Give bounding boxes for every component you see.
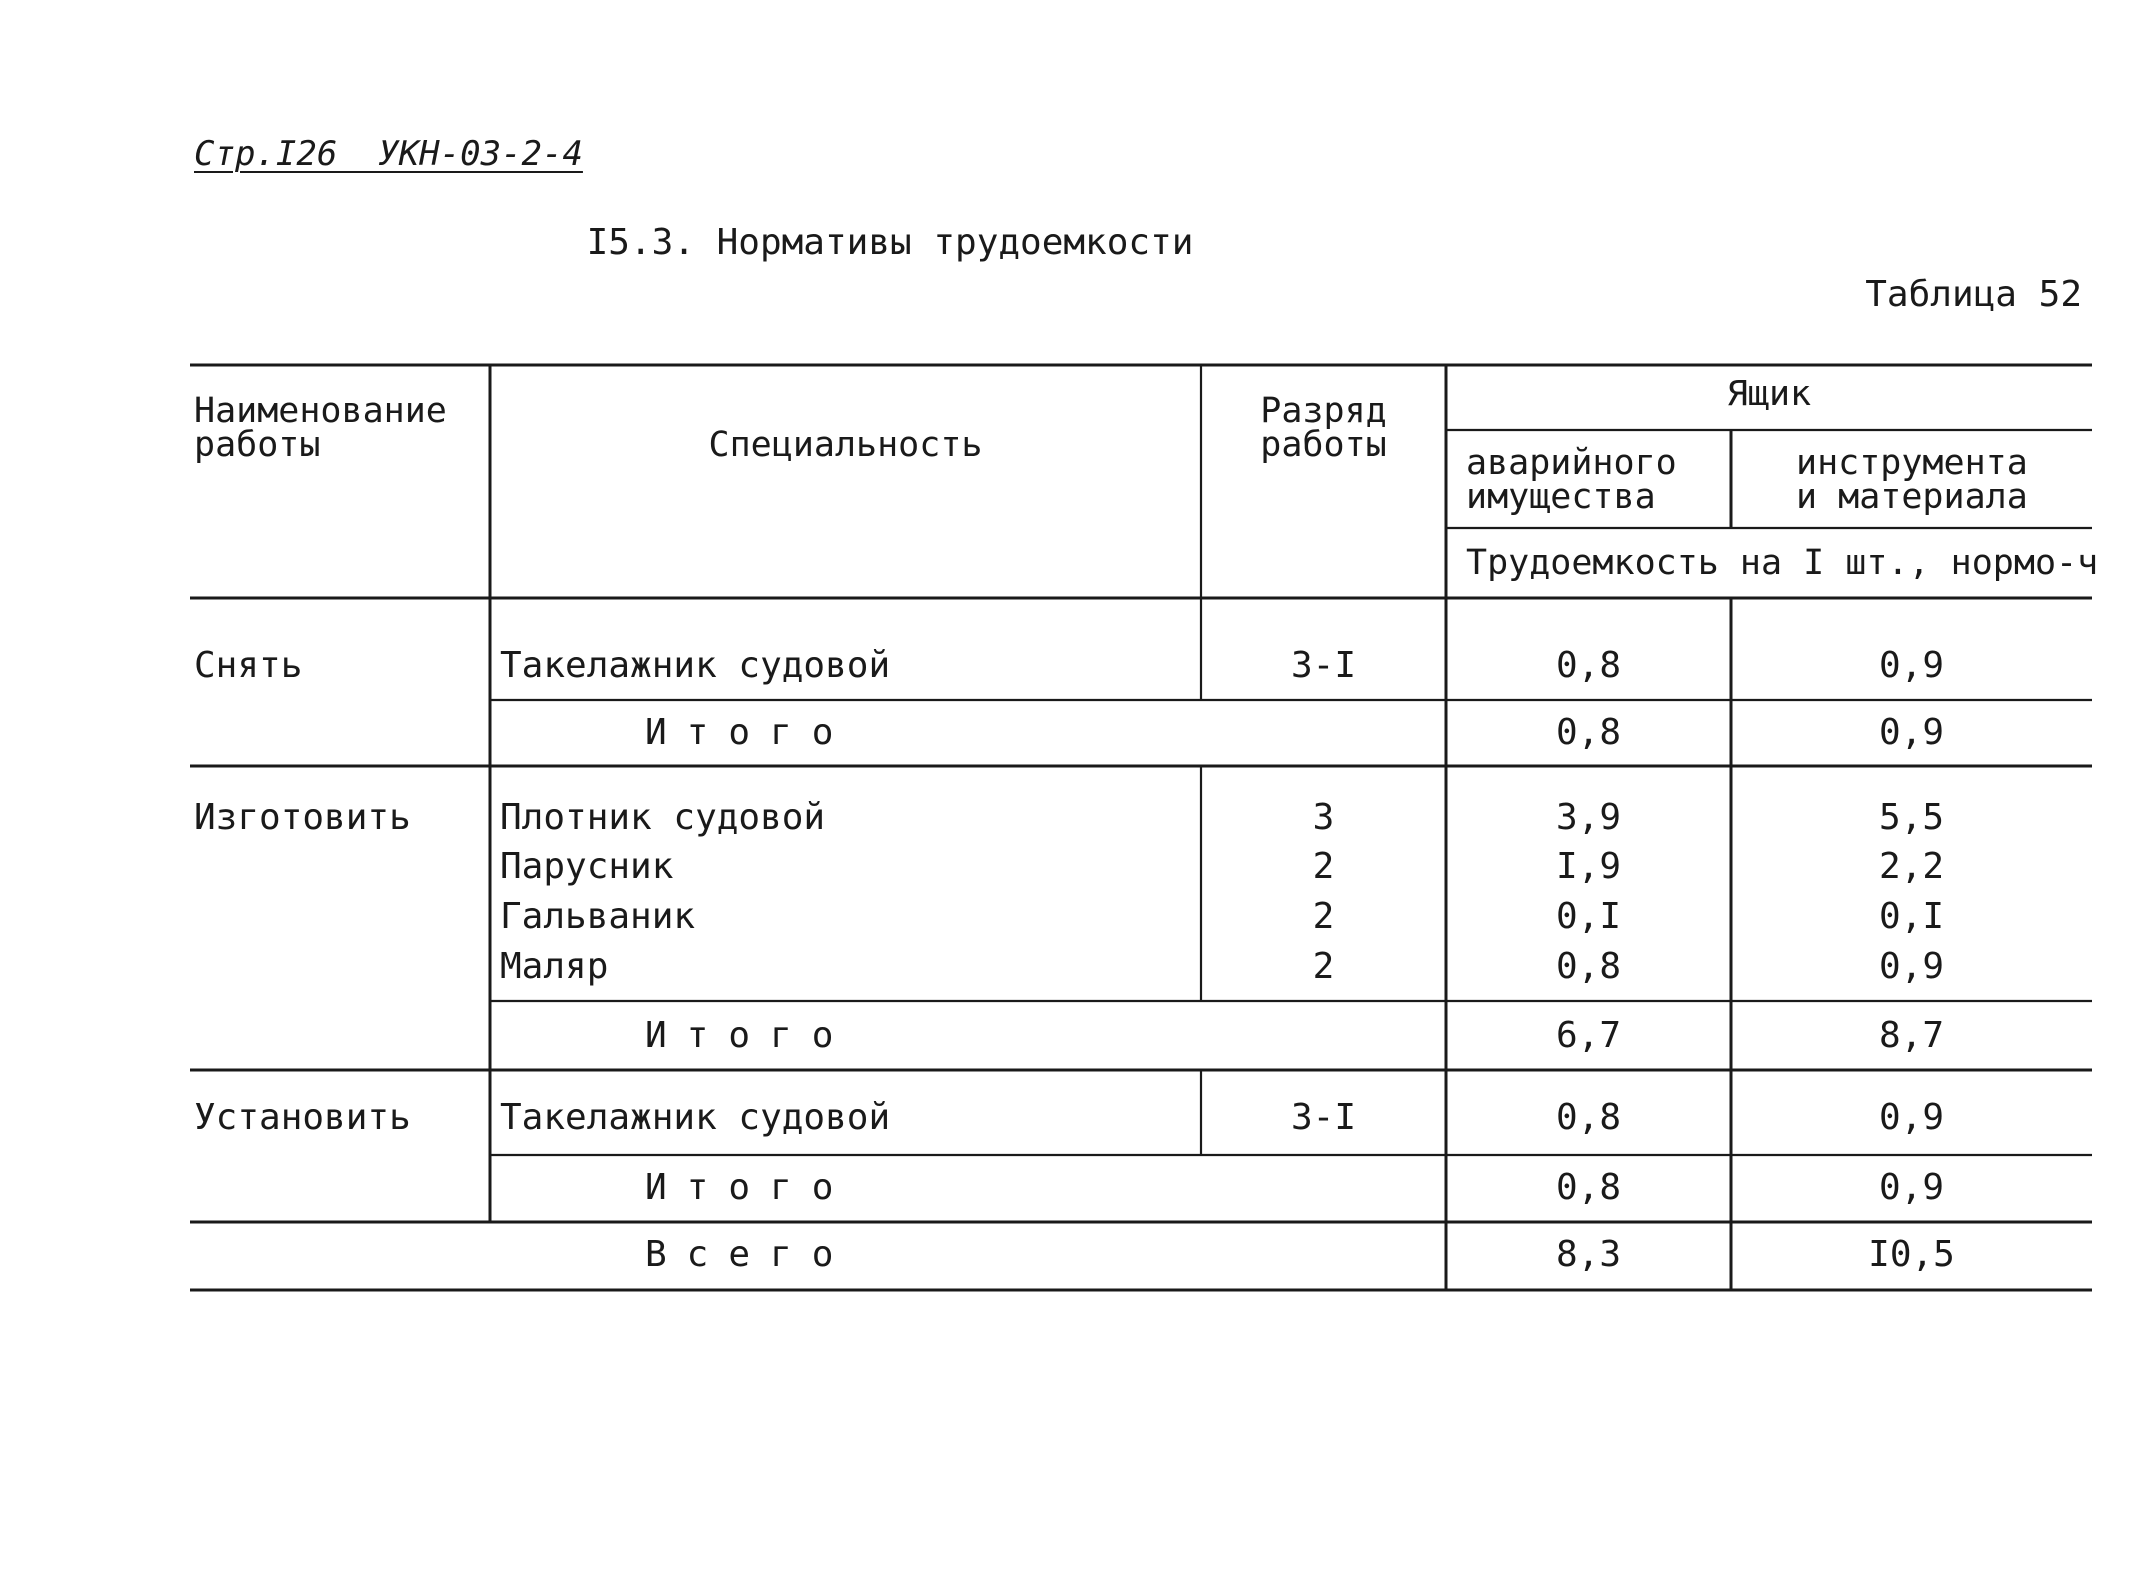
- specialty-cell: Парусник: [500, 846, 674, 887]
- tools-value-cell: 5,5: [1878, 797, 1945, 838]
- grade-cell: 3: [1312, 797, 1335, 838]
- col-work-name-line1: Наименование: [194, 391, 447, 431]
- grade-cell: 3-I: [1290, 1097, 1357, 1138]
- grand-total-label: Всего: [645, 1234, 854, 1275]
- tools-value-cell: 0,I: [1878, 896, 1945, 937]
- col-emergency-line2: имущества: [1466, 477, 1656, 517]
- subtotal-label: Итого: [645, 1167, 854, 1208]
- col-specialty: Специальность: [708, 425, 983, 465]
- grand-total-emergency: 8,3: [1555, 1234, 1622, 1275]
- subtotal-tools: 8,7: [1878, 1015, 1945, 1056]
- col-work-name-line2: работы: [194, 425, 321, 465]
- subtotal-label: Итого: [645, 1015, 854, 1056]
- work-name-cell: Установить: [194, 1097, 411, 1138]
- emergency-value-cell: I,9: [1555, 846, 1622, 887]
- subtotal-tools: 0,9: [1878, 1167, 1945, 1208]
- specialty-cell: Такелажник судовой: [500, 1097, 891, 1138]
- page-reference: Стр.I26 УКН-03-2-4: [194, 134, 583, 174]
- section-title: I5.3. Нормативы трудоемкости: [586, 222, 1194, 263]
- grade-cell: 2: [1312, 846, 1335, 887]
- grade-cell: 2: [1312, 896, 1335, 937]
- subtotal-emergency: 0,8: [1555, 1167, 1622, 1208]
- col-emergency-line1: аварийного: [1466, 443, 1677, 483]
- work-name-cell: Снять: [194, 645, 303, 686]
- col-grade-line2: работы: [1260, 425, 1387, 465]
- tools-value-cell: 0,9: [1878, 946, 1945, 987]
- grade-cell: 2: [1312, 946, 1335, 987]
- emergency-value-cell: 0,I: [1555, 896, 1622, 937]
- subtotal-emergency: 6,7: [1555, 1015, 1622, 1056]
- specialty-cell: Такелажник судовой: [500, 645, 891, 686]
- specialty-cell: Гальваник: [500, 896, 696, 937]
- emergency-value-cell: 3,9: [1555, 797, 1622, 838]
- tools-value-cell: 0,9: [1878, 645, 1945, 686]
- grand-total-tools: I0,5: [1868, 1234, 1955, 1275]
- work-name-cell: Изготовить: [194, 797, 411, 838]
- subtotal-label: Итого: [645, 712, 854, 753]
- col-grade-line1: Разряд: [1260, 391, 1387, 431]
- emergency-value-cell: 0,8: [1555, 645, 1622, 686]
- grade-cell: 3-I: [1290, 645, 1357, 686]
- col-box-group: Ящик: [1726, 374, 1812, 414]
- specialty-cell: Плотник судовой: [500, 797, 826, 838]
- emergency-value-cell: 0,8: [1555, 946, 1622, 987]
- subtotal-tools: 0,9: [1878, 712, 1945, 753]
- col-tools-line1: инструмента: [1796, 443, 2028, 483]
- tools-value-cell: 0,9: [1878, 1097, 1945, 1138]
- subtotal-emergency: 0,8: [1555, 712, 1622, 753]
- emergency-value-cell: 0,8: [1555, 1097, 1622, 1138]
- table-label: Таблица 52: [1865, 274, 2082, 315]
- unit-row: Трудоемкость на I шт., нормо-ч: [1466, 543, 2099, 583]
- col-tools-line2: и материала: [1796, 477, 2028, 517]
- specialty-cell: Маляр: [500, 946, 609, 987]
- tools-value-cell: 2,2: [1878, 846, 1945, 887]
